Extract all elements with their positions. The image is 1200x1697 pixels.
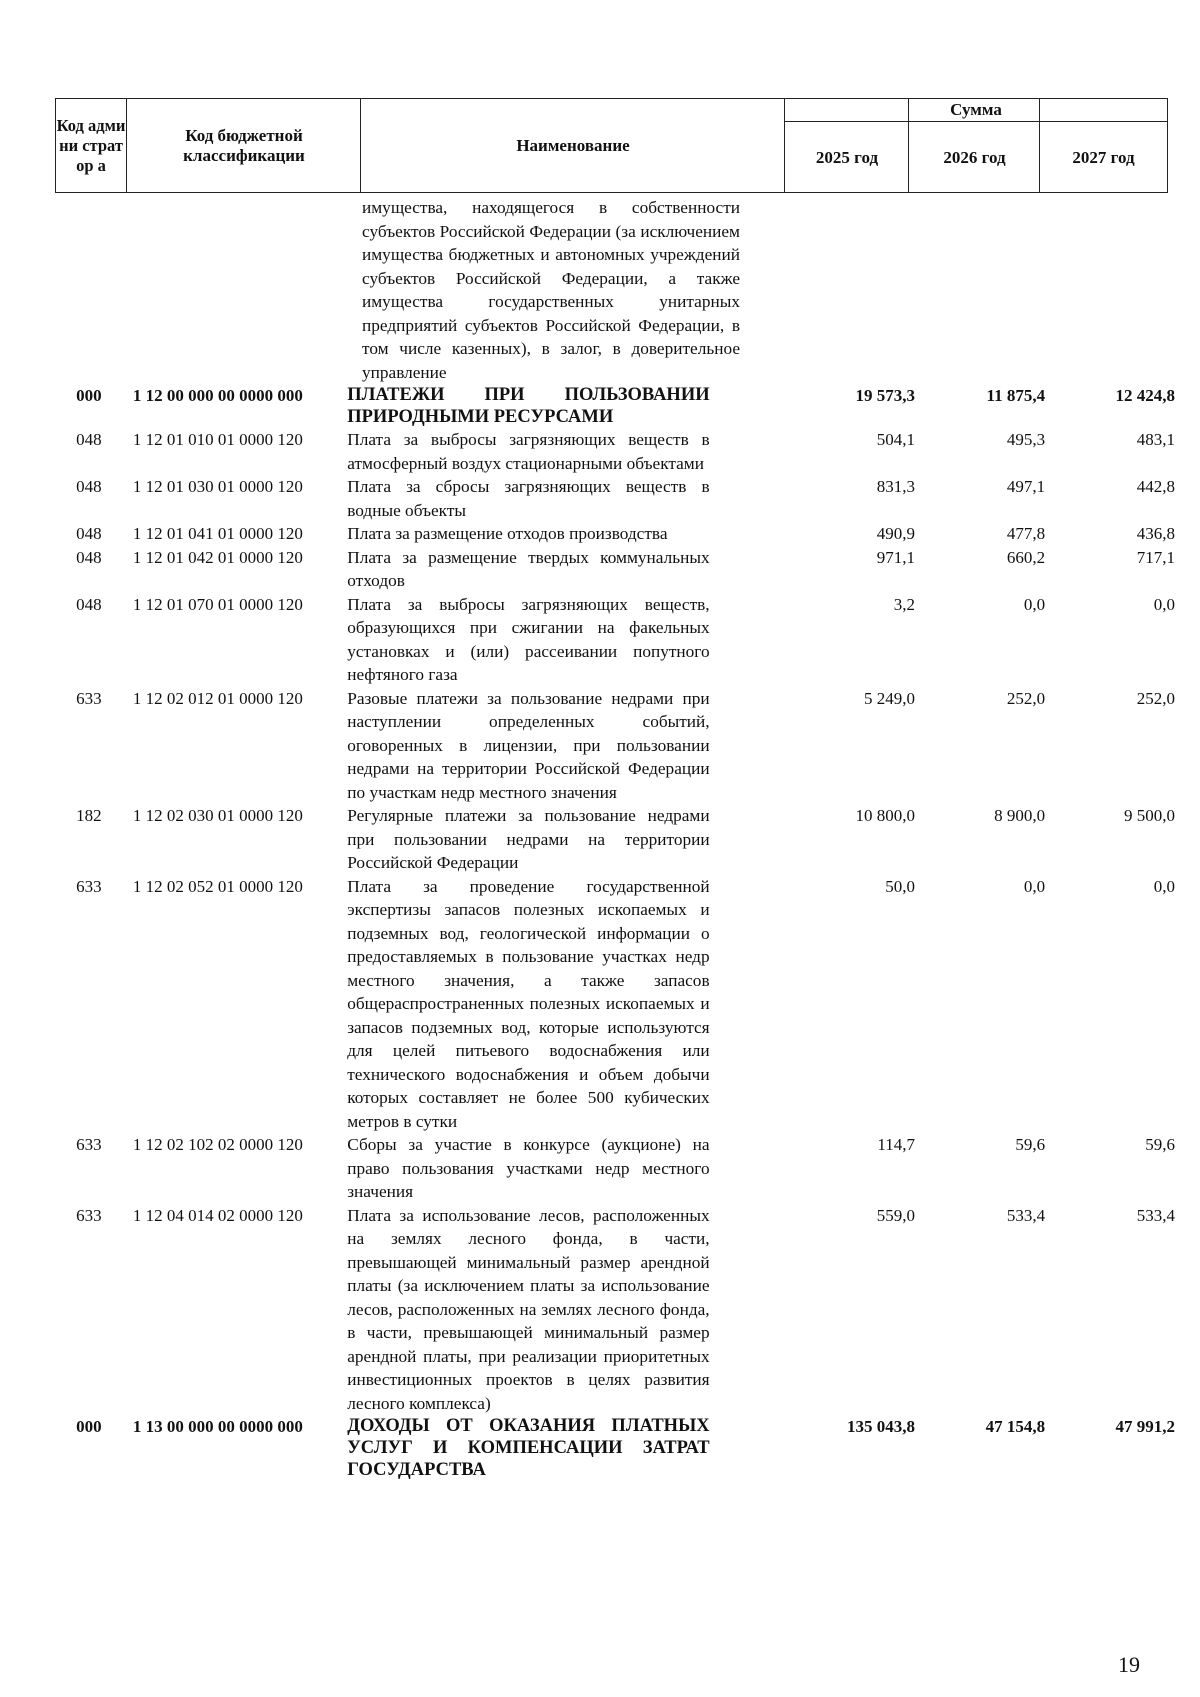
header-sum: Сумма: [950, 100, 1002, 119]
amount-2025-cell: 5 249,0: [864, 688, 916, 708]
admin-code-cell: 048: [76, 524, 102, 543]
amount-2025-cell: 135 043,8: [847, 1417, 916, 1436]
amount-2027-cell: 442,8: [1136, 477, 1175, 496]
amount-2025-cell: 831,3: [876, 477, 916, 496]
kbk-code-cell: 1 12 01 070 01 0000 120: [132, 594, 303, 614]
admin-code-cell: 048: [76, 594, 102, 614]
table-row: [55, 546, 1175, 593]
table-row: [55, 522, 1175, 546]
name-cell: ПЛАТЕЖИ ПРИ ПОЛЬЗОВАНИИ ПРИРОДНЫМИ РЕСУРСАМИ: [347, 385, 710, 427]
amount-2027-cell: 717,1: [1136, 547, 1175, 567]
amount-2026-cell: 497,1: [1006, 477, 1046, 496]
header-year-2027: 2027 год: [1072, 147, 1135, 167]
name-cell: Плата за выбросы загрязняющих веществ, образующихся при сжигании на факельных установках и (или) рассеивании попутного нефтяного газа: [347, 594, 710, 684]
table-row: [55, 428, 1175, 475]
name-cell: Плата за размещение отходов производства: [347, 524, 668, 543]
header-year-2025: 2025 год: [815, 147, 879, 167]
kbk-code-cell: 1 12 00 000 00 0000 000: [132, 386, 303, 405]
admin-code-cell: 048: [76, 477, 102, 496]
name-cell: Регулярные платежи за пользование недрами при пользовании недрами на территории Российской Федерации: [347, 806, 710, 872]
admin-code-cell: 182: [76, 806, 102, 825]
header-year-2026: 2026 год: [943, 147, 1006, 167]
kbk-code-cell: 1 12 02 102 02 0000 120: [132, 1135, 303, 1154]
table-row-continuation: [55, 196, 1175, 384]
table-row: [55, 804, 1175, 875]
amount-2027-cell: 47 991,2: [1115, 1417, 1175, 1436]
name-cell: Плата за использование лесов, расположенных на землях лесного фонда, в части, превышающей минимальный размер арендной платы (за исключением платы за использование лесов, расположенных на землях лесного фонда, в части, превышающей минимальный размер арендной платы, при реализации приоритетных инвестиционных проектов в целях развития лесного комплекса): [347, 1205, 710, 1413]
amount-2027-cell: 483,1: [1136, 430, 1175, 449]
table-row: [55, 1415, 1175, 1481]
amount-2026-cell: 477,8: [1006, 524, 1046, 543]
kbk-code-cell: 1 12 01 030 01 0000 120: [132, 477, 303, 496]
amount-2026-cell: 47 154,8: [985, 1417, 1046, 1436]
name-cell: Разовые платежи за пользование недрами при наступлении определенных событий, оговоренных в лицензии, при пользовании недрами на территории Российской Федерации по участкам недр местного значения: [347, 688, 710, 802]
name-cell: Плата за размещение твердых коммунальных отходов: [347, 547, 710, 590]
kbk-code-cell: 1 13 00 000 00 0000 000: [132, 1417, 303, 1436]
amount-2026-cell: 495,3: [1006, 430, 1046, 449]
table-row: [55, 593, 1175, 687]
continuation-text: имущества, находящегося в собственности субъектов Российской Федерации (за исключением имущества бюджетных и автономных учреждений субъектов Российской Федерации, а также имущества государственных унитарных предприятий субъектов Российской Федерации, в том числе казенных), в залог, в доверительное управление: [362, 198, 740, 382]
amount-2027-cell: 252,0: [1136, 688, 1175, 708]
amount-2025-cell: 50,0: [885, 876, 916, 896]
amount-2026-cell: 252,0: [1006, 688, 1046, 708]
amount-2027-cell: 533,4: [1136, 1205, 1175, 1225]
name-cell: Плата за сбросы загрязняющих веществ в водные объекты: [347, 477, 710, 520]
name-cell: Сборы за участие в конкурсе (аукционе) на право пользования участками недр местного значения: [347, 1135, 710, 1201]
kbk-code-cell: 1 12 01 041 01 0000 120: [132, 524, 303, 543]
table-row: [55, 384, 1175, 428]
admin-code-cell: 633: [76, 876, 102, 896]
amount-2025-cell: 971,1: [876, 547, 916, 567]
admin-code-cell: 048: [76, 547, 102, 567]
header-name: Наименование: [516, 135, 630, 155]
amount-2025-cell: 490,9: [876, 524, 916, 543]
amount-2026-cell: 8 900,0: [994, 806, 1046, 825]
page-number: 19: [1118, 1652, 1140, 1677]
table-header: [55, 98, 1168, 193]
name-cell: ДОХОДЫ ОТ ОКАЗАНИЯ ПЛАТНЫХ УСЛУГ И КОМПЕНСАЦИИ ЗАТРАТ ГОСУДАРСТВА: [347, 1416, 710, 1480]
header-admin-code: Код админи стратор а: [56, 115, 126, 175]
name-cell: Плата за выбросы загрязняющих веществ в атмосферный воздух стационарными объектами: [347, 430, 710, 473]
admin-code-cell: 633: [76, 688, 102, 708]
kbk-code-cell: 1 12 04 014 02 0000 120: [132, 1205, 303, 1225]
admin-code-cell: 000: [76, 1417, 102, 1436]
amount-2026-cell: 59,6: [1015, 1135, 1046, 1154]
amount-2026-cell: 0,0: [1023, 594, 1046, 614]
amount-2027-cell: 9 500,0: [1123, 806, 1175, 825]
table-row: [55, 687, 1175, 805]
kbk-code-cell: 1 12 02 052 01 0000 120: [132, 876, 303, 896]
amount-2025-cell: 114,7: [877, 1135, 916, 1154]
amount-2025-cell: 3,2: [893, 594, 916, 614]
amount-2026-cell: 0,0: [1023, 876, 1046, 896]
amount-2027-cell: 59,6: [1145, 1135, 1175, 1154]
table-row: [55, 1204, 1175, 1416]
amount-2026-cell: 11 875,4: [986, 386, 1046, 405]
amount-2026-cell: 533,4: [1006, 1205, 1046, 1225]
kbk-code-cell: 1 12 01 042 01 0000 120: [132, 547, 303, 567]
table-row: [55, 875, 1175, 1134]
admin-code-cell: 048: [76, 430, 102, 449]
amount-2025-cell: 559,0: [876, 1205, 916, 1225]
amount-2027-cell: 436,8: [1136, 524, 1175, 543]
kbk-code-cell: 1 12 01 010 01 0000 120: [132, 430, 303, 449]
amount-2027-cell: 0,0: [1153, 876, 1175, 896]
table-body: [55, 196, 1175, 1481]
header-kbk-code: Код бюджетной классификации: [183, 125, 305, 165]
amount-2027-cell: 0,0: [1153, 594, 1175, 614]
table-row: [55, 475, 1175, 522]
amount-2025-cell: 19 573,3: [855, 386, 916, 405]
amount-2026-cell: 660,2: [1006, 547, 1046, 567]
admin-code-cell: 633: [76, 1135, 102, 1154]
amount-2025-cell: 10 800,0: [855, 806, 916, 825]
admin-code-cell: 000: [76, 386, 102, 405]
kbk-code-cell: 1 12 02 012 01 0000 120: [132, 688, 303, 708]
amount-2025-cell: 504,1: [876, 430, 916, 449]
table-row: [55, 1133, 1175, 1204]
admin-code-cell: 633: [76, 1205, 102, 1225]
kbk-code-cell: 1 12 02 030 01 0000 120: [132, 806, 303, 825]
amount-2027-cell: 12 424,8: [1115, 386, 1175, 405]
name-cell: Плата за проведение государственной экспертизы запасов полезных ископаемых и подземных вод, геологической информации о предоставляемых в пользование участках недр местного значения, а также запасов общераспространенных полезных ископаемых и запасов подземных вод, которые используются для целей питьевого водоснабжения или технического водоснабжения и объем добычи которых составляет не более 500 кубических метров в сутки: [347, 876, 710, 1131]
